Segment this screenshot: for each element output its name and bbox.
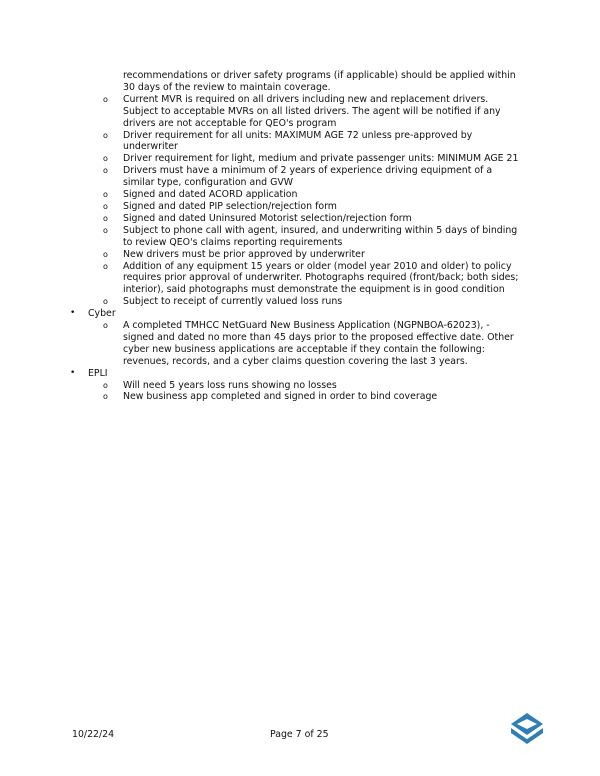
bullet-marker: o (103, 380, 108, 390)
list-item-text: Drivers must have a minimum of 2 years of experience driving equipment of a similar type, configuration and GVW (123, 165, 493, 189)
list-item-text: Signed and dated ACORD application (123, 189, 298, 201)
bullet-marker: o (103, 297, 108, 307)
list-item-text: New business app completed and signed in order to bind coverage (123, 391, 438, 403)
company-logo-icon (510, 712, 544, 746)
list-item (0, 261, 523, 297)
cyber-requirements-list (0, 320, 600, 368)
list-item (0, 225, 523, 249)
list-item (0, 296, 523, 308)
list-item-text: Signed and dated Uninsured Motorist selection/rejection form (123, 212, 412, 224)
bullet-marker: o (103, 261, 108, 271)
list-item (0, 213, 523, 225)
bullet-marker: o (103, 154, 108, 164)
section-label: Cyber (88, 308, 116, 320)
bullet-marker: o (103, 130, 108, 140)
list-item (0, 320, 523, 368)
list-item-text: Subject to phone call with agent, insured, and underwriting within 5 days of binding to review QEO's claims reporting requirements (123, 224, 518, 248)
bullet-marker: o (103, 321, 108, 331)
continuation-text: recommendations or driver safety programs (if applicable) should be applied within 30 days of the review to maintain coverage. (123, 70, 516, 93)
page-number: Page 7 of 25 (270, 729, 329, 740)
list-item (0, 153, 523, 165)
bullet-marker: o (103, 94, 108, 104)
list-item-text: Subject to receipt of currently valued loss runs (123, 296, 343, 308)
list-item-text: Signed and dated PIP selection/rejection form (123, 200, 337, 212)
page-content (0, 70, 600, 403)
section-heading-cyber (0, 308, 600, 320)
list-item-text: Driver requirement for all units: MAXIMUM AGE 72 unless pre-approved by underwriter (123, 129, 473, 153)
epli-requirements-list (0, 380, 600, 404)
bullet-marker: o (103, 213, 108, 223)
list-item (0, 201, 523, 213)
bullet-marker: o (103, 249, 108, 259)
bullet-marker: o (103, 225, 108, 235)
list-item (0, 249, 523, 261)
section-heading-epli (0, 368, 600, 380)
list-item-text: Will need 5 years loss runs showing no losses (123, 379, 337, 391)
list-item (0, 130, 523, 154)
auto-requirements-list (0, 94, 600, 308)
list-item (0, 189, 523, 201)
list-item-text: Addition of any equipment 15 years or older (model year 2010 and older) to policy requires prior approval of underwriter. Photographs required (front/back; both sides; interior), said photographs must demonstrate the equipment is in good condition (123, 260, 519, 296)
bullet-marker: • (70, 308, 76, 319)
list-item (0, 380, 523, 392)
list-item (0, 165, 523, 189)
bullet-marker: • (70, 367, 76, 378)
list-item (0, 94, 523, 130)
list-item-text: Current MVR is required on all drivers including new and replacement drivers. Subject to acceptable MVRs on all listed drivers. The agent will be notified if any drivers are not acceptable for QEO's program (123, 93, 501, 129)
bullet-marker: o (103, 392, 108, 402)
bullet-marker: o (103, 201, 108, 211)
list-item-text: New drivers must be prior approved by underwriter (123, 248, 365, 260)
bullet-marker: o (103, 166, 108, 176)
list-item (0, 391, 523, 403)
list-item-text: Driver requirement for light, medium and private passenger units: MINIMUM AGE 21 (123, 153, 519, 165)
section-label: EPLI (88, 367, 108, 379)
footer-date: 10/22/24 (72, 729, 115, 740)
bullet-marker: o (103, 190, 108, 200)
list-item-text: A completed TMHCC NetGuard New Business Application (NGPNBOA-62023), - signed and dated no more than 45 days prior to the proposed effective date. Other cyber new business applications are acceptable if they contain the following: revenues, records, and a cyber claims question covering the last 3 years. (123, 320, 514, 367)
